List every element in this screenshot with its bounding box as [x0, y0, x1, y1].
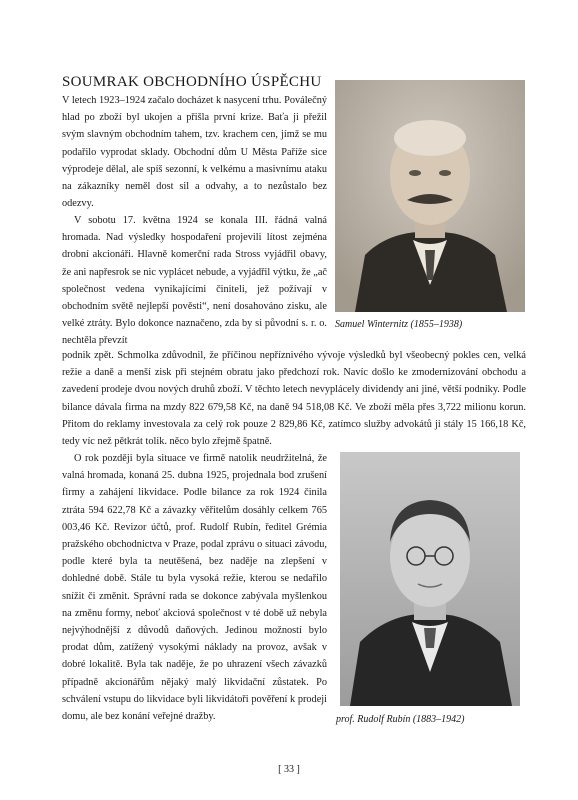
photo-caption-winternitz: Samuel Winternitz (1855–1938)	[335, 319, 463, 330]
portrait-rubin-image	[340, 452, 520, 706]
paragraph-2-continued: podnik zpět. Schmolka zdůvodnil, že příčinou nepříznivého vývoje výsledků byl všeobecný pokles cen, velká režie a daně a menší zisk při stejném obratu jako předchozí rok. Navíc došlo ke zmodernizování obchodu a zavedení prodeje dvou nových druhů zboží. V těchto letech nevyplácely dividendy ani jiné, větší podniky. Podle bilance dávala firma na mzdy 822 679,58 Kč, na daně 94 518,08 Kč. Ve zboží měla přes 3,722 milionu korun. Přitom do reklamy investovala za celý rok pouze 2 829,86 Kč, zatímco služby advokátů ji stály 15 166,18 Kč, tedy víc než pětkrát tolik. něco bylo zřejmě špatně.	[62, 350, 526, 448]
portrait-photo-winternitz	[335, 80, 525, 312]
portrait-winternitz-image	[335, 80, 525, 312]
page-number: [ 33 ]	[278, 764, 300, 775]
photo-caption-rubin: prof. Rudolf Rubín (1883–1942)	[336, 714, 465, 725]
paragraph-2: V sobotu 17. května 1924 se konala III. řádná valná hromada. Nad výsledky hospodaření projevili lítost zejména drobní akcionáři. Hlavně komerční rada Stross vyjádřil obavy, že ani napřesrok se nic vyplácet nebude, a vyjádřil výtku, že „ač společnost vedena vynikajícími činiteli, jež požívají v obchodním světě nejlepší pověsti“, není dosahováno zisku, ale velké ztráty. Bylo dokonce naznačeno, zda by si původní s. r. o. nechtěla převzít	[62, 215, 327, 347]
paragraph-1: V letech 1923–1924 začalo docházet k nasycení trhu. Poválečný hlad po zboží byl ukojen a přišla první krize. Baťa ji přežil svým slavným obchodním tahem, tzv. krachem cen, jímž se mu podařilo vyprodat sklady. Obchodní dům U Města Paříže sice výprodeje dělal, ale spíš sezonní, k velkému a masivnímu ataku na zákazníky neměl dost sil a odvahy, a to nezůstalo bez odezvy.	[62, 95, 327, 210]
paragraph-3: O rok později byla situace ve firmě natolik neudržitelná, že valná hromada, konaná 25. dubna 1925, projednala bod zrušení firmy a zahájení likvidace. Podle bilance za rok 1924 činila ztráta 594 622,78 Kč a závazky věřitelům dosáhly celkem 765 003,46 Kč. Revizor účtů, prof. Rudolf Rubín, ředitel Grémia pražského obchodnictva v Praze, podal zprávu o situaci závodu, podle které byla ta neutěšená, bez naděje na zlepšení v dohledné době. Stále tu byla vysoká režie, kterou se nedařilo snížit či změnit. Správní rada se dokonce zabývala myšlenkou na změnu formy, neboť akciová společnost v té době už nebyla nejvýhodnější z důvodů daňových. Jedinou možností bylo prodat dům, zatížený vysokými náklady na provoz, avšak v dobré lokalitě. Byla tak naděje, že po uhrazení všech závazků případně akcionářům nějaký malý likvidační zůstatek. Po schválení vstupu do likvidace byli likvidátoři pověření k prodeji domu, ale bez konání veřejné dražby.	[62, 453, 327, 723]
section-title: SOUMRAK OBCHODNÍHO ÚSPĚCHU	[62, 74, 322, 90]
portrait-photo-rubin	[340, 452, 520, 706]
